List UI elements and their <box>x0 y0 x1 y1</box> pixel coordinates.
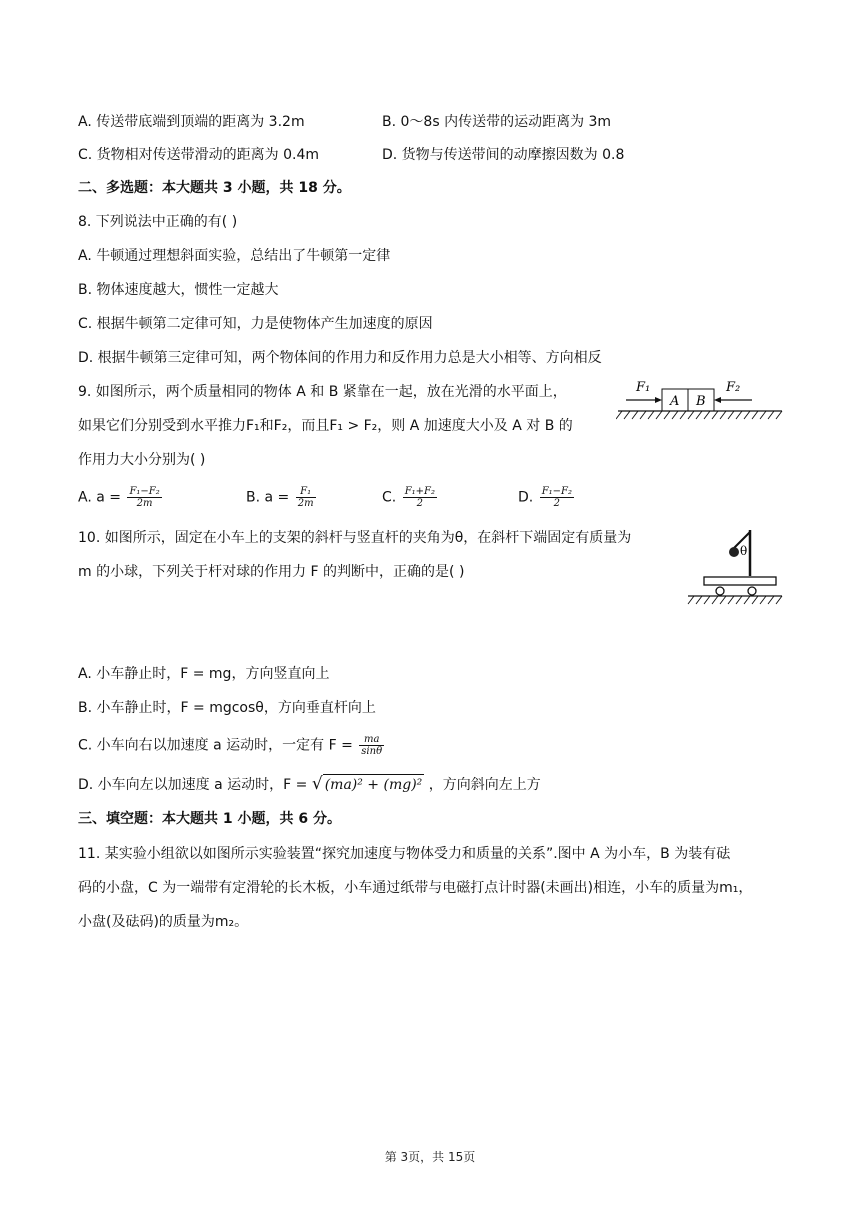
q9-stem-line3: 作用力大小分别为( ) <box>78 452 206 468</box>
q10-option-d-suffix: ，方向斜向左上方 <box>428 777 541 793</box>
q10-option-d-radicand: (ma)² + (mg)² <box>323 774 425 795</box>
q9-option-a <box>78 486 164 509</box>
q10-option-b: B. 小车静止时，F = mgcosθ，方向垂直杆向上 <box>78 700 376 716</box>
q10-option-a: A. 小车静止时，F = mg，方向竖直向上 <box>78 666 330 682</box>
q10-option-c-numerator: ma <box>359 734 384 746</box>
q9-option-c-denominator: 2 <box>416 498 424 509</box>
q10-option-c-fraction <box>359 734 384 757</box>
q9-option-a-denominator: 2m <box>136 498 153 509</box>
q9-fig-label-f1: F₁ <box>636 380 651 395</box>
q9-option-b-numerator: F₁ <box>296 486 316 498</box>
q9-fig-label-a: A <box>670 394 680 409</box>
q9-option-c-numerator: F₁+F₂ <box>404 486 435 497</box>
section2-header: 二、多选题：本大题共 3 小题，共 18 分。 <box>78 180 351 196</box>
q9-option-c-prefix: C. <box>382 489 397 506</box>
sqrt-symbol-icon: √ <box>311 774 323 794</box>
q7-option-a: A. 传送带底端到顶端的距离为 3.2m <box>78 114 305 130</box>
q10-option-d <box>78 774 541 795</box>
page-footer: 第 3页，共 15页 <box>384 1150 476 1164</box>
q10-option-d-prefix: D. 小车向左以加速度 a 运动时，F = <box>78 777 308 793</box>
q9-option-d-prefix: D. <box>518 489 534 506</box>
q9-option-d-numerator: F₁−F₂ <box>541 486 572 497</box>
q10-ball <box>729 547 739 557</box>
q9-option-a-fraction <box>127 486 161 509</box>
q8-option-d: D. 根据牛顿第三定律可知，两个物体间的作用力和反作用力总是大小相等、方向相反 <box>78 350 602 366</box>
q9-option-a-numerator: F₁−F₂ <box>129 486 160 497</box>
q9-option-a-prefix: A. a = <box>78 489 121 506</box>
q9-option-d <box>518 486 576 509</box>
q8-stem: 8. 下列说法中正确的有( ) <box>78 214 238 230</box>
q10-stem-line1: 10. 如图所示，固定在小车上的支架的斜杆与竖直杆的夹角为θ，在斜杆下端固定有质量为 <box>78 530 632 546</box>
q7-option-b: B. 0～8s 内传送带的运动距离为 3m <box>382 114 612 130</box>
q10-option-c <box>78 734 386 757</box>
q9-option-b-denominator: 2m <box>297 498 314 509</box>
q9-option-d-fraction <box>540 486 574 509</box>
q9-stem-line1: 9. 如图所示，两个质量相同的物体 A 和 B 紧靠在一起，放在光滑的水平面上， <box>78 384 567 400</box>
q7-option-c: C. 货物相对传送带滑动的距离为 0.4m <box>78 147 320 163</box>
q9-option-d-denominator: 2 <box>553 498 561 509</box>
q9-fig-label-b: B <box>696 394 706 409</box>
q10-stem-line2: m 的小球，下列关于杆对球的作用力 F 的判断中，正确的是( ) <box>78 564 465 580</box>
q11-line2: 码的小盘，C 为一端带有定滑轮的长木板，小车通过纸带与电磁打点计时器(未画出)相连，小车的质量为m₁， <box>78 880 753 896</box>
q9-option-b <box>246 486 318 509</box>
q10-option-c-denominator: sinθ <box>361 746 383 757</box>
q8-option-c: C. 根据牛顿第二定律可知，力是使物体产生加速度的原因 <box>78 316 433 332</box>
q11-line3: 小盘(及砝码)的质量为m₂。 <box>78 914 249 930</box>
q8-option-a: A. 牛顿通过理想斜面实验，总结出了牛顿第一定律 <box>78 248 391 264</box>
q9-figure <box>616 378 786 426</box>
q8-option-b: B. 物体速度越大，惯性一定越大 <box>78 282 279 298</box>
q9-option-b-prefix: B. a = <box>246 489 290 506</box>
q7-option-d: D. 货物与传送带间的动摩擦因数为 0.8 <box>382 147 625 163</box>
q9-fig-label-f2: F₂ <box>726 380 741 395</box>
q9-option-c <box>382 486 439 509</box>
q10-option-c-prefix: C. 小车向右以加速度 a 运动时，一定有 F = <box>78 737 353 754</box>
q11-line1: 11. 某实验小组欲以如图所示实验装置“探究加速度与物体受力和质量的关系”.图中 A 为小车，B 为装有砝 <box>78 846 731 862</box>
q9-option-c-fraction <box>403 486 437 509</box>
q9-stem-line2: 如果它们分别受到水平推力F₁和F₂，而且F₁ > F₂，则 A 加速度大小及 A 对 B 的 <box>78 418 573 434</box>
section3-header: 三、填空题：本大题共 1 小题，共 6 分。 <box>78 811 341 827</box>
q10-fig-theta: θ <box>740 544 748 558</box>
q9-option-b-fraction <box>296 486 316 509</box>
q10-figure <box>684 528 784 610</box>
